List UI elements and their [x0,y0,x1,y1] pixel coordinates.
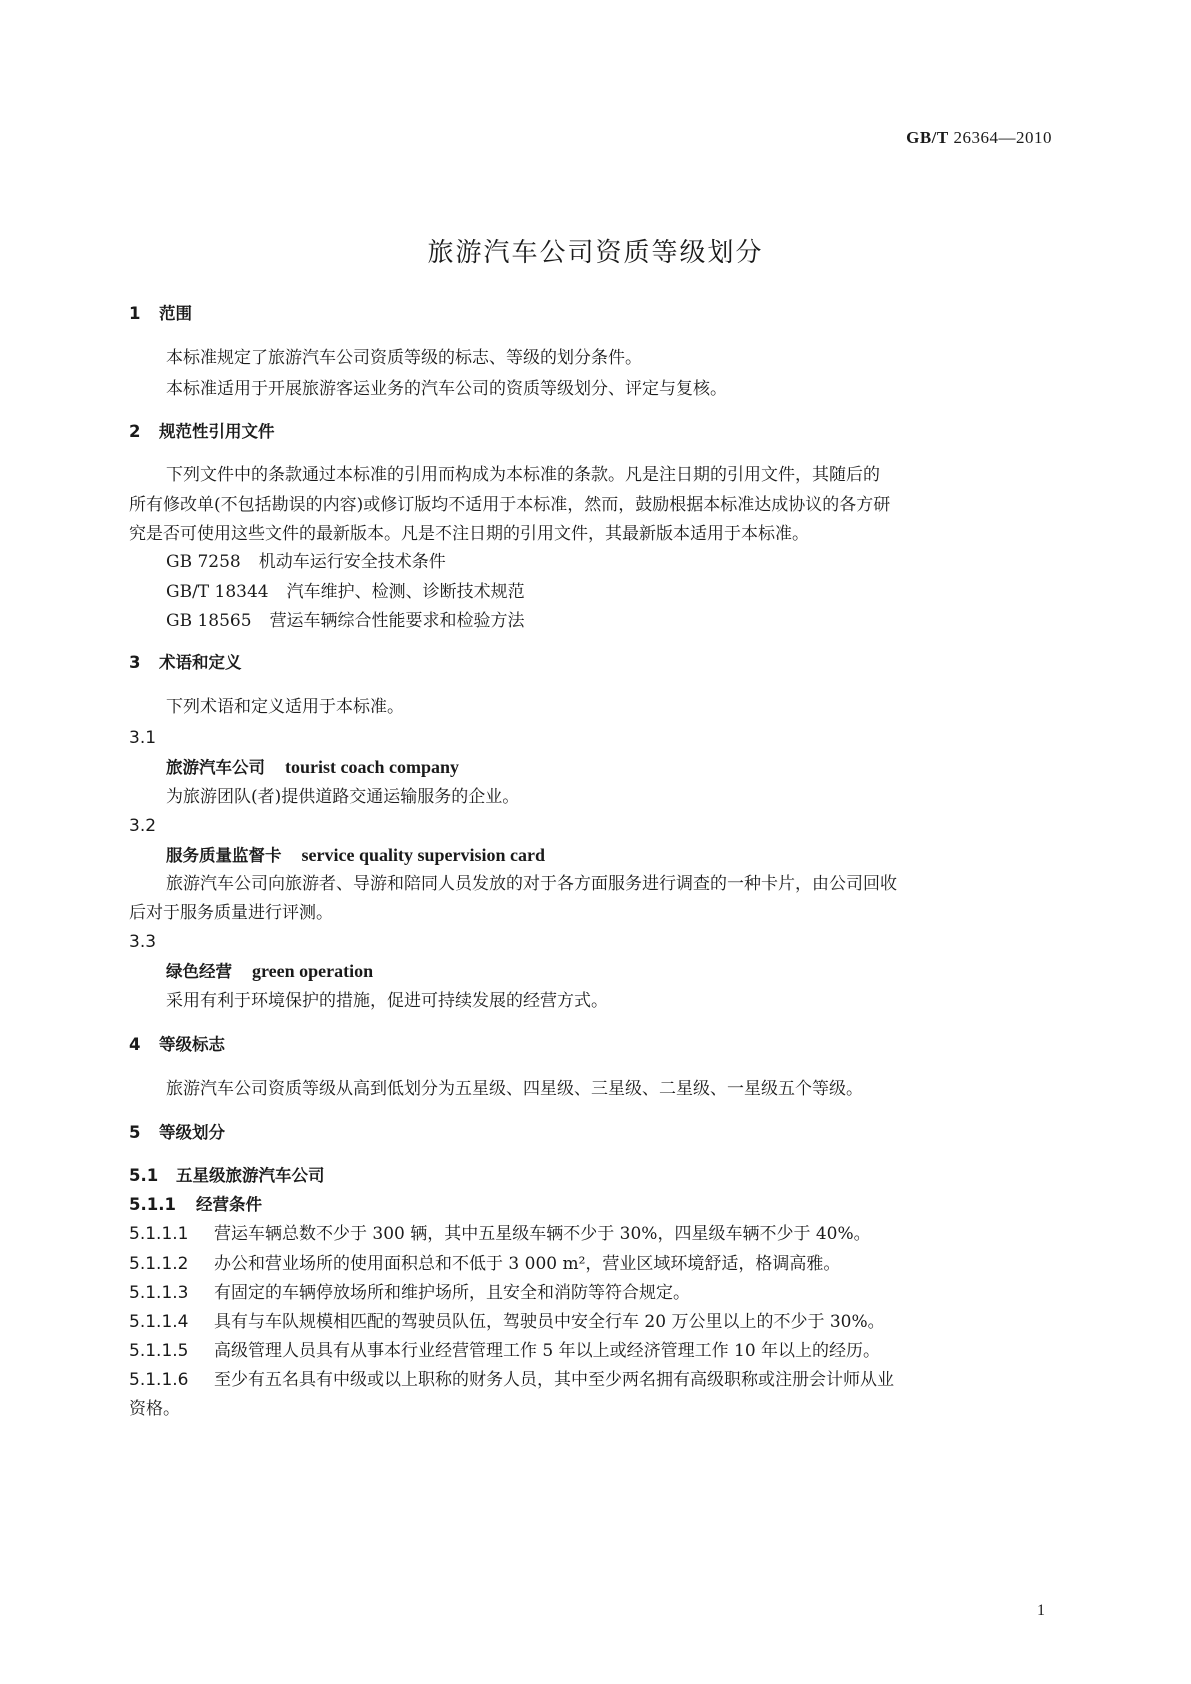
reference-item [166,610,525,632]
clause-item [129,1311,885,1333]
paragraph: 旅游汽车公司资质等级从高到低划分为五星级、四星级、三星级、二星级、一星级五个等级。 [166,1079,863,1099]
term-chinese: 绿色经营 [166,962,232,981]
section-number: 5 [129,1123,141,1142]
paragraph: 本标准适用于开展旅游客运业务的汽车公司的资质等级划分、评定与复核。 [166,379,727,399]
term-definition: 旅游汽车公司向旅游者、导游和陪同人员发放的对于各方面服务进行调查的一种卡片，由公司回收 [166,874,897,894]
section-title: 范围 [159,304,192,323]
section-number: 3 [129,653,141,672]
term-number: 3.3 [129,932,157,952]
clause-item [129,1282,690,1304]
paragraph: 下列术语和定义适用于本标准。 [166,697,404,717]
clause-text: 营运车辆总数不少于 300 辆，其中五星级车辆不少于 30%，四星级车辆不少于 40%。 [214,1224,871,1244]
term-heading [166,844,545,867]
term-english: green operation [252,961,374,981]
subsection-heading [129,1194,262,1216]
section-number: 2 [129,422,141,441]
section-4-heading [129,1034,225,1056]
subsection-heading [129,1165,325,1187]
clause-item [129,1253,840,1275]
section-2-heading [129,421,275,443]
section-title: 术语和定义 [159,653,242,672]
reference-title: 机动车运行安全技术条件 [258,552,446,572]
reference-item [166,551,446,573]
page-number: 1 [1037,1602,1045,1619]
section-title: 规范性引用文件 [159,422,275,441]
term-number: 3.1 [129,728,157,748]
clause-text: 至少有五名具有中级或以上职称的财务人员，其中至少两名拥有高级职称或注册会计师从业 [214,1370,894,1390]
clause-number: 5.1.1.1 [129,1224,189,1244]
clause-number: 5.1.1.5 [129,1341,189,1361]
subsection-number: 5.1 [129,1166,159,1185]
clause-item [129,1223,871,1245]
section-title: 等级划分 [159,1123,225,1142]
standard-code-number: 26364—2010 [953,128,1052,147]
term-definition: 后对于服务质量进行评测。 [129,903,333,923]
clause-item [129,1340,880,1362]
subsection-title: 经营条件 [196,1195,262,1214]
reference-title: 汽车维护、检测、诊断技术规范 [286,582,525,602]
clause-number: 5.1.1.3 [129,1283,189,1303]
subsection-number: 5.1.1 [129,1195,176,1214]
paragraph-line: 下列文件中的条款通过本标准的引用而构成为本标准的条款。凡是注日期的引用文件，其随后的 [166,465,880,485]
paragraph-line: 究是否可使用这些文件的最新版本。凡是不注日期的引用文件，其最新版本适用于本标准。 [129,524,809,544]
section-3-heading [129,652,242,674]
section-number: 1 [129,304,141,323]
standard-code-prefix: GB/T [906,128,949,147]
reference-item [166,581,525,603]
reference-title: 营运车辆综合性能要求和检验方法 [269,611,525,631]
clause-text: 具有与车队规模相匹配的驾驶员队伍，驾驶员中安全行车 20 万公里以上的不少于 30%。 [214,1312,885,1332]
clause-item [129,1369,894,1391]
reference-code: GB/T 18344 [166,582,269,602]
section-title: 等级标志 [159,1035,225,1054]
term-english: service quality supervision card [301,845,545,865]
section-1-heading [129,303,192,325]
clause-continuation: 资格。 [129,1399,180,1419]
paragraph-line: 所有修改单(不包括勘误的内容)或修订版均不适用于本标准，然而，鼓励根据本标准达成协议的各方研 [129,495,891,515]
term-english: tourist coach company [285,757,459,777]
reference-code: GB 18565 [166,611,252,631]
clause-text: 办公和营业场所的使用面积总和不低于 3 000 m²，营业区域环境舒适，格调高雅。 [214,1254,841,1274]
term-chinese: 服务质量监督卡 [166,846,282,865]
term-definition: 采用有利于环境保护的措施，促进可持续发展的经营方式。 [166,991,608,1011]
term-heading [166,756,459,779]
section-5-heading [129,1122,225,1144]
paragraph: 本标准规定了旅游汽车公司资质等级的标志、等级的划分条件。 [166,348,642,368]
clause-number: 5.1.1.2 [129,1254,189,1274]
standard-code [906,128,1052,148]
section-number: 4 [129,1035,141,1054]
term-chinese: 旅游汽车公司 [166,758,265,777]
subsection-title: 五星级旅游汽车公司 [176,1166,325,1185]
reference-code: GB 7258 [166,552,241,572]
clause-number: 5.1.1.6 [129,1370,189,1390]
clause-text: 有固定的车辆停放场所和维护场所，且安全和消防等符合规定。 [214,1283,690,1303]
term-heading [166,960,373,983]
document-title: 旅游汽车公司资质等级划分 [427,238,764,268]
term-number: 3.2 [129,816,157,836]
clause-text: 高级管理人员具有从事本行业经营管理工作 5 年以上或经济管理工作 10 年以上的经历。 [214,1341,881,1361]
term-definition: 为旅游团队(者)提供道路交通运输服务的企业。 [166,787,520,807]
clause-number: 5.1.1.4 [129,1312,189,1332]
